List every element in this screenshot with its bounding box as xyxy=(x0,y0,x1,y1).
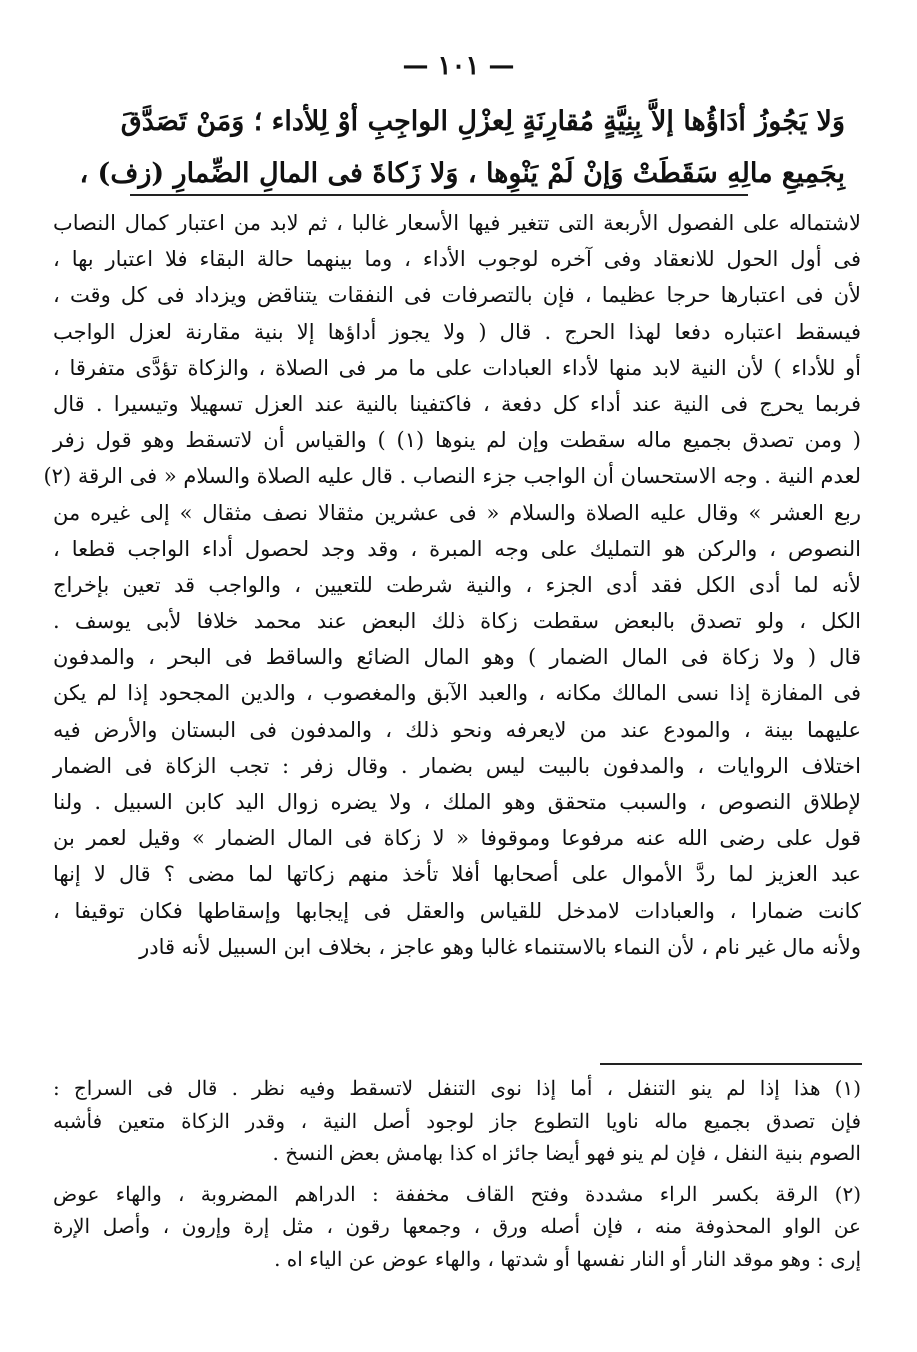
commentary-line: فيسقط اعتباره دفعا لهذا الحرج . قال ( ولا يجوز أداؤها إلا بنية مقارنة لعزل الواجب xyxy=(53,319,861,344)
commentary-line: لأن فى اعتبارها حرجا عظيما ، فإن بالتصرفات فى النفقات يتناقض ويزداد فى كل وقت ، xyxy=(53,283,861,308)
commentary-text xyxy=(43,205,861,965)
matn-line: بِجَمِيعِ مالِهِ سَقَطَتْ وَإنْ لَمْ يَنْوِها ، وَلا زَكاةَ فى المالِ الضِّمارِ (زف) ، xyxy=(79,158,845,189)
commentary-line: عليهما بينة ، والمودع عند من لايعرفه ونحو ذلك ، والمدفون فى البستان والأرض فيه xyxy=(53,717,861,742)
separator-rule xyxy=(130,194,748,196)
footnote-line: فإن تصدق بجميع ماله ناويا التطوع جاز لوجود أصل النية ، وقدر الزكاة متعين فأشبه xyxy=(53,1108,861,1133)
footnote-separator xyxy=(600,1063,862,1065)
matn-text xyxy=(79,96,845,200)
commentary-line: اختلاف الروايات ، والمدفون بالبيت ليس بضمار . وقال زفر : تجب الزكاة فى الضمار xyxy=(53,753,861,778)
footnote-line: (٢) الرقة بكسر الراء مشددة وفتح القاف مخففة : الدراهم المضروبة ، والهاء عوض xyxy=(53,1181,861,1206)
footnote-1 xyxy=(53,1072,861,1170)
footnote-line: (١) هذا إذا لم ينو التنفل ، أما إذا نوى التنفل لاتسقط وفيه نظر . قال فى السراج : xyxy=(53,1076,861,1100)
commentary-line: أو للأداء ) لأن النية لابد منها لأداء العبادات على ما مر فى الصلاة ، والزكاة تؤدَّى متفرقا ، xyxy=(53,355,861,380)
footnote-line: عن الواو المحذوفة منه ، فإن أصله ورق ، وجمعها رقون ، مثل إرة وإرون ، وأصل الإرة xyxy=(53,1214,861,1238)
commentary-line: لإطلاق النصوص ، والسبب متحقق وهو الملك ، ولا يضره زوال اليد كابن السبيل . ولنا xyxy=(53,790,861,814)
commentary-line: ( ومن تصدق بجميع ماله سقطت وإن لم ينوها (١) ) والقياس أن لاتسقط وهو قول زفر xyxy=(53,428,861,453)
matn-line: وَلا يَجُوزُ أدَاؤُها إلاَّ بِنِيَّةٍ مُقارِنَةٍ لِعزْلِ الواجِبِ أوْ لِلأداء ؛ وَمَنْ تَصَدَّقَ xyxy=(120,106,845,137)
commentary-line: ربع العشر » وقال عليه الصلاة والسلام « فى عشرين مثقالا نصف مثقال » إلى غيره من xyxy=(53,500,861,525)
footnote-gap xyxy=(53,1170,861,1178)
commentary-line: كانت ضمارا ، والعبادات لامدخل للقياس والعقل فى إيجابها وإسقاطها فكان توقيفا ، xyxy=(53,898,861,923)
page-number: — ١٠١ — xyxy=(402,51,515,81)
commentary-line: فى المفازة إذا نسى المالك مكانه ، والعبد الآبق والمغصوب ، والدين المجحود إذا لم يكن xyxy=(53,681,861,706)
commentary-line: لأنه لما أدى الكل فقد أدى الجزء ، والنية شرطت للتعيين ، والواجب قد تعين بإخراج xyxy=(53,572,861,597)
footnote-2 xyxy=(53,1178,861,1276)
footnotes xyxy=(53,1072,861,1275)
footnote-line: إرى : وهو موقد النار أو النار نفسها أو شدتها ، والهاء عوض عن الياء اه . xyxy=(274,1246,861,1271)
commentary-line: لعدم النية . وجه الاستحسان أن الواجب جزء النصاب . قال عليه الصلاة والسلام « فى الرقة (٢) xyxy=(43,464,861,489)
commentary-line: قول على رضى الله عنه مرفوعا وموقوفا « لا زكاة فى المال الضمار » وقيل لعمر بن xyxy=(53,826,861,851)
commentary-line: النصوص ، والركن هو التمليك على وجه المبرة ، وقد وجد لحصول أداء الواجب قطعا ، xyxy=(53,536,861,561)
commentary-line: قال ( ولا زكاة فى المال الضمار ) وهو المال الضائع والساقط فى البحر ، والمدفون xyxy=(53,645,861,670)
commentary-line: الكل ، ولو تصدق بالبعض سقطت زكاة ذلك البعض عند محمد خلافا لأبى يوسف . xyxy=(53,609,861,634)
commentary-line: ولأنه مال غير نام ، لأن النماء بالاستنماء غالبا وهو عاجز ، بخلاف ابن السبيل لأنه قادر xyxy=(139,934,861,959)
commentary-line: فى أول الحول للانعقاد وفى آخره لوجوب الأداء ، وما بينهما حالة البقاء فلا اعتبار بها ، xyxy=(53,247,861,272)
commentary-line: فربما يحرج فى النية عند أداء كل دفعة ، فاكتفينا بالنية عند العزل تسهيلا وتيسيرا . قال xyxy=(53,391,861,416)
footnote-line: الصوم بنية النفل ، فإن لم ينو فهو أيضا جائز اه كذا بهامش بعض النسخ . xyxy=(272,1141,861,1165)
commentary-line: لاشتماله على الفصول الأربعة التى تتغير فيها الأسعار غالبا ، ثم لابد من اعتبار كمال النصاب xyxy=(53,211,861,235)
commentary-line: عبد العزيز لما ردَّ الأموال على أصحابها أفلا تأخذ منهم زكاتها لما مضى ؟ قال لا إنها xyxy=(53,862,861,887)
